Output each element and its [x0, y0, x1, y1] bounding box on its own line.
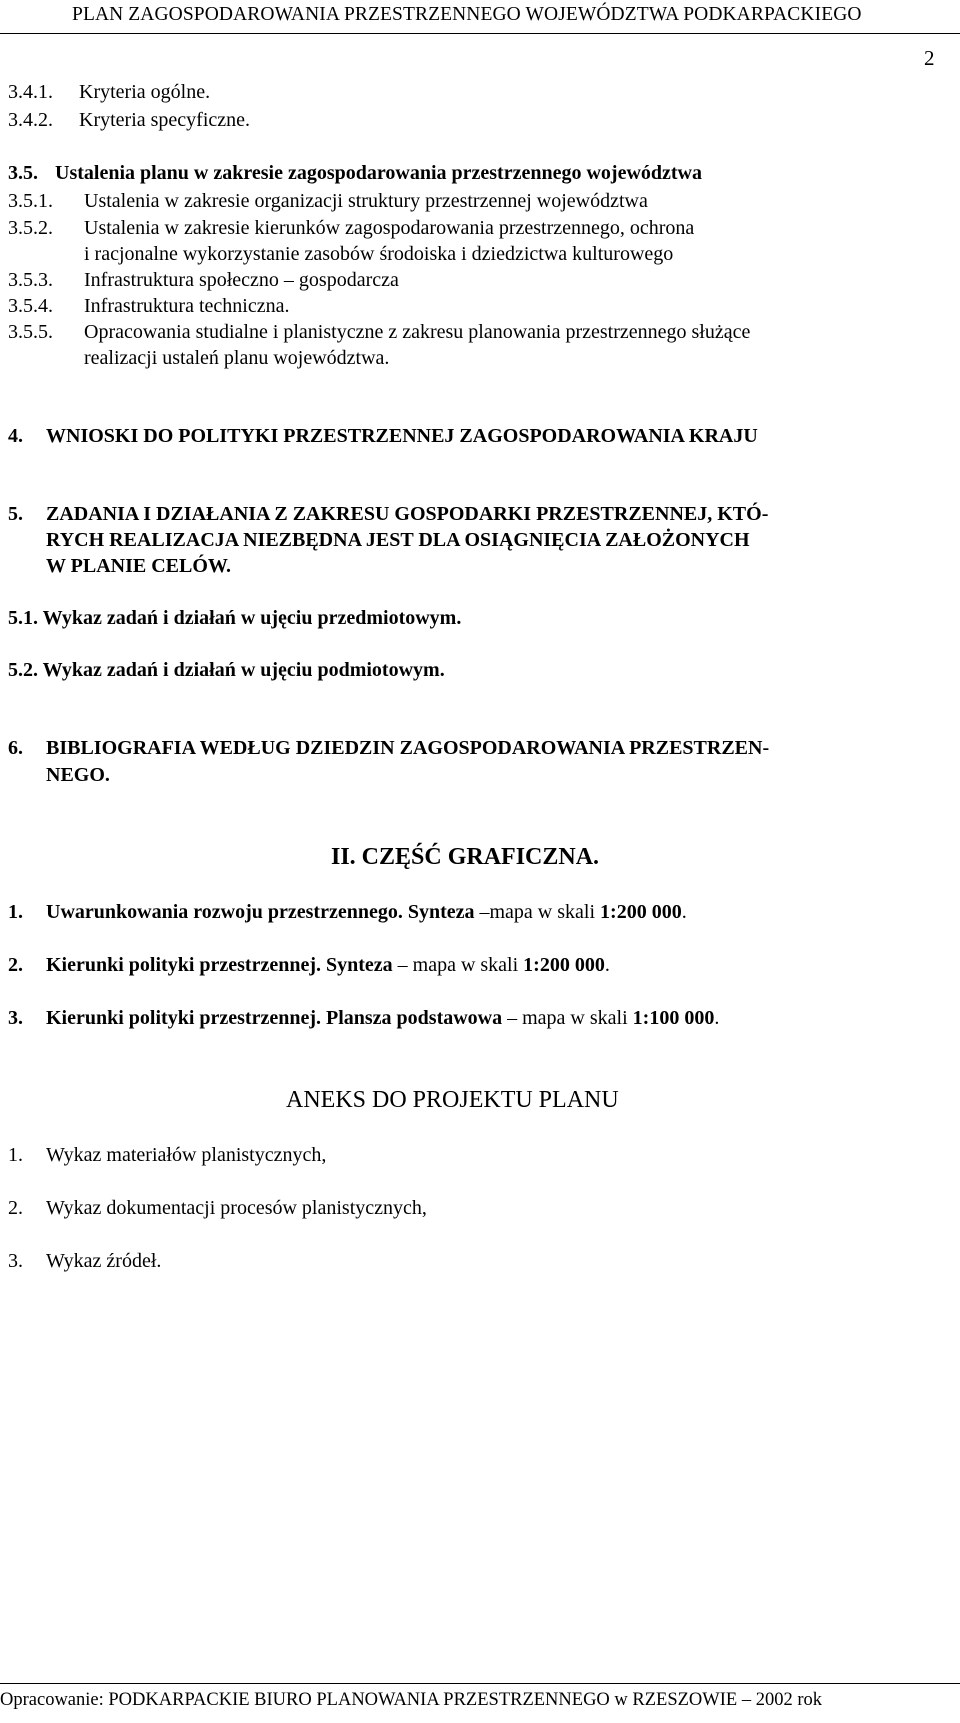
- toc-section-5-line-3: W PLANIE CELÓW.: [46, 555, 232, 577]
- toc-item-3-5-1: [8, 189, 648, 213]
- item-number: 3.: [8, 1007, 23, 1029]
- toc-section-6: [8, 736, 769, 760]
- item-title: Uwarunkowania rozwoju przestrzennego. Synteza: [46, 901, 475, 923]
- toc-section-5-1: 5.1. Wykaz zadań i działań w ujęciu przedmiotowym.: [8, 607, 462, 629]
- graphic-item-1: [8, 900, 687, 924]
- toc-section-3-5: [8, 161, 702, 185]
- toc-section-5-line-2: RYCH REALIZACJA NIEZBĘDNA JEST DLA OSIĄGNIĘCIA ZAŁOŻONYCH: [46, 529, 750, 551]
- toc-text: Kryteria specyficzne.: [79, 109, 251, 131]
- annex-item-2: [8, 1196, 427, 1220]
- toc-text: Kryteria ogólne.: [79, 81, 211, 103]
- item-end: .: [714, 1007, 720, 1029]
- toc-text: Ustalenia w zakresie organizacji struktury przestrzennej województwa: [84, 190, 648, 212]
- toc-number: 6.: [8, 737, 23, 759]
- annex-title: ANEKS DO PROJEKTU PLANU: [286, 1087, 619, 1113]
- toc-item-3-5-5: [8, 320, 750, 344]
- item-title: Kierunki polityki przestrzennej. Synteza: [46, 954, 393, 976]
- graphic-item-2: [8, 953, 610, 977]
- item-number: 3.: [8, 1250, 23, 1272]
- item-scale: 1:200 000: [600, 901, 682, 923]
- toc-text: WNIOSKI DO POLITYKI PRZESTRZENNEJ ZAGOSPODAROWANIA KRAJU: [46, 425, 758, 447]
- toc-number: 3.4.1.: [8, 81, 53, 103]
- toc-item-3-4-1: [8, 80, 210, 104]
- item-end: .: [604, 954, 610, 976]
- toc-number: 5.: [8, 503, 23, 525]
- toc-number: 3.5.3.: [8, 269, 53, 291]
- item-number: 1.: [8, 901, 23, 923]
- page-number: 2: [924, 46, 935, 70]
- header-rule: [0, 33, 960, 34]
- toc-section-5: [8, 502, 768, 526]
- annex-item-1: [8, 1143, 326, 1167]
- toc-number: 4.: [8, 425, 23, 447]
- toc-number: 3.5.4.: [8, 295, 53, 317]
- toc-text: ZADANIA I DZIAŁANIA Z ZAKRESU GOSPODARKI PRZESTRZENNEJ, KTÓ-: [46, 503, 769, 525]
- item-desc: –mapa w skali: [474, 901, 601, 923]
- item-number: 2.: [8, 1197, 23, 1219]
- item-text: Wykaz źródeł.: [46, 1250, 162, 1272]
- page-footer: Opracowanie: PODKARPACKIE BIURO PLANOWANIA PRZESTRZENNEGO w RZESZOWIE – 2002 rok: [0, 1690, 823, 1710]
- page-header: PLAN ZAGOSPODAROWANIA PRZESTRZENNEGO WOJEWÓDZTWA PODKARPACKIEGO: [72, 4, 862, 25]
- toc-number: 3.5.5.: [8, 321, 53, 343]
- item-title: Kierunki polityki przestrzennej. Plansza podstawowa: [46, 1007, 503, 1029]
- graphic-item-3: [8, 1006, 719, 1030]
- toc-number: 3.5.: [8, 162, 38, 184]
- toc-number: 3.5.2.: [8, 217, 53, 239]
- toc-text: Ustalenia planu w zakresie zagospodarowania przestrzennego województwa: [55, 162, 703, 184]
- part-2-title: II. CZĘŚĆ GRAFICZNA.: [331, 844, 600, 870]
- toc-section-6-line-2: NEGO.: [46, 764, 110, 786]
- toc-text: Opracowania studialne i planistyczne z zakresu planowania przestrzennego służące: [84, 321, 751, 343]
- item-desc: – mapa w skali: [392, 954, 524, 976]
- footer-rule: [0, 1683, 960, 1684]
- toc-text: BIBLIOGRAFIA WEDŁUG DZIEDZIN ZAGOSPODAROWANIA PRZESTRZEN-: [46, 737, 770, 759]
- toc-text: Infrastruktura techniczna.: [84, 295, 290, 317]
- toc-number: 3.5.1.: [8, 190, 53, 212]
- item-text: Wykaz materiałów planistycznych,: [46, 1144, 327, 1166]
- toc-item-3-4-2: [8, 108, 250, 132]
- toc-item-3-5-2-continued: i racjonalne wykorzystanie zasobów środoiska i dziedzictwa kulturowego: [84, 243, 674, 265]
- toc-text: Ustalenia w zakresie kierunków zagospodarowania przestrzennego, ochrona: [84, 217, 695, 239]
- item-text: Wykaz dokumentacji procesów planistycznych,: [46, 1197, 427, 1219]
- toc-item-3-5-3: [8, 268, 399, 292]
- toc-text: Infrastruktura społeczno – gospodarcza: [84, 269, 399, 291]
- toc-item-3-5-2: [8, 216, 694, 240]
- item-number: 1.: [8, 1144, 23, 1166]
- toc-section-4: [8, 424, 758, 448]
- toc-item-3-5-4: [8, 294, 289, 318]
- toc-number: 3.4.2.: [8, 109, 53, 131]
- item-scale: 1:100 000: [632, 1007, 715, 1029]
- toc-section-5-2: 5.2. Wykaz zadań i działań w ujęciu podmiotowym.: [8, 659, 445, 681]
- toc-item-3-5-5-continued: realizacji ustaleń planu województwa.: [84, 347, 390, 369]
- item-number: 2.: [8, 954, 23, 976]
- item-desc: – mapa w skali: [502, 1007, 633, 1029]
- item-end: .: [681, 901, 687, 923]
- annex-item-3: [8, 1249, 161, 1273]
- item-scale: 1:200 000: [523, 954, 605, 976]
